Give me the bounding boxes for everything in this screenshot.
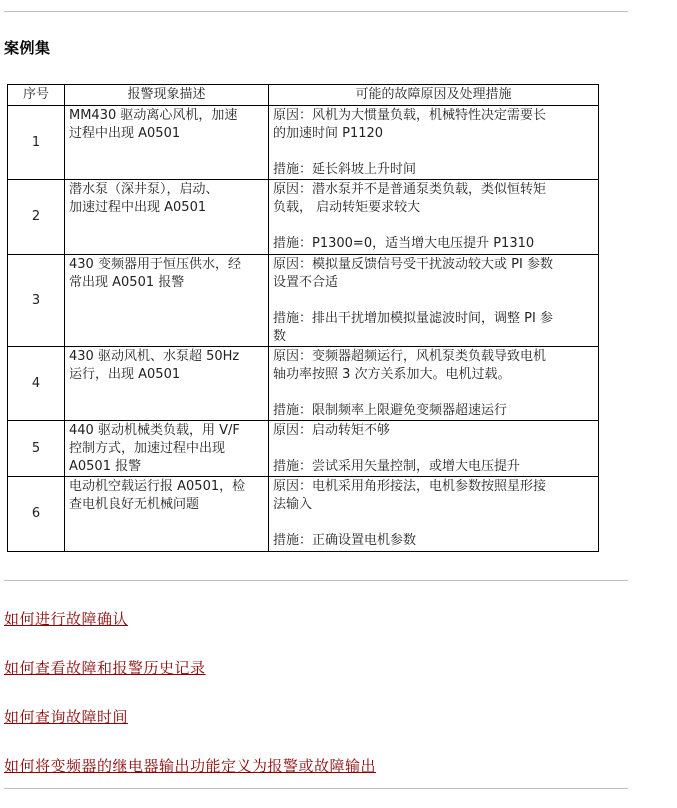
row-number: 3: [8, 255, 65, 347]
cause-line: 负载， 启动转矩要求较大: [273, 200, 421, 215]
symptom-line: 运行，出现 A0501: [69, 367, 181, 382]
top-divider: [4, 11, 628, 12]
symptom-line: 加速过程中出现 A0501: [69, 200, 207, 215]
row-number: 2: [8, 180, 65, 255]
measure-line: 措施：延长斜坡上升时间: [273, 162, 417, 177]
row-number: 6: [8, 477, 65, 552]
measure-line: 措施：尝试采用矢量控制，或增大电压提升: [273, 459, 521, 474]
link-fault-time[interactable]: 如何查询故障时间: [4, 708, 129, 726]
symptom-cell: [65, 180, 269, 255]
cause-line: 原因：潜水泵并不是普通泵类负载，类似恒转矩: [273, 182, 547, 197]
symptom-cell: [65, 106, 269, 180]
symptom-cell: [65, 255, 269, 347]
cause-line: 原因：风机为大惯量负载，机械特性决定需要长: [273, 108, 547, 123]
cause-line: 轴功率按照 3 次方关系加大。电机过载。: [273, 367, 511, 382]
cause-line: 设置不合适: [273, 275, 339, 290]
cause-line: 原因：变频器超频运行，风机泵类负载导致电机: [273, 349, 547, 364]
link-relay-output-config[interactable]: 如何将变频器的继电器输出功能定义为报警或故障输出: [4, 757, 377, 775]
cause-line: 法输入: [273, 497, 313, 512]
cause-cell: [269, 347, 599, 421]
measure-line: 措施：限制频率上限避免变频器超速运行: [273, 403, 508, 418]
symptom-cell: [65, 477, 269, 552]
symptom-cell: [65, 347, 269, 421]
cause-line: 原因：启动转矩不够: [273, 423, 391, 438]
cause-line: 原因：模拟量反馈信号受干扰波动较大或 PI 参数: [273, 257, 553, 272]
table-header-row: [8, 85, 599, 106]
table-row: [8, 421, 599, 477]
cause-cell: [269, 180, 599, 255]
symptom-line: 440 驱动机械类负载，用 V/F: [69, 423, 240, 438]
header-cause: 可能的故障原因及处理措施: [269, 85, 599, 106]
case-table: [7, 84, 599, 552]
measure-line: 数: [273, 329, 287, 344]
table-row: [8, 255, 599, 347]
header-symptom: 报警现象描述: [65, 85, 269, 106]
header-no: 序号: [8, 85, 65, 106]
table-row: [8, 180, 599, 255]
table-row: [8, 347, 599, 421]
symptom-line: 电动机空载运行报 A0501，检: [69, 479, 246, 494]
table-row: [8, 106, 599, 180]
symptom-line: 控制方式，加速过程中出现: [69, 441, 226, 456]
row-number: 4: [8, 347, 65, 421]
link-fault-alarm-history[interactable]: 如何查看故障和报警历史记录: [4, 659, 206, 677]
cause-line: 的加速时间 P1120: [273, 126, 384, 141]
table-row: [8, 477, 599, 552]
symptom-line: MM430 驱动离心风机，加速: [69, 108, 238, 123]
middle-divider: [4, 580, 628, 581]
measure-line: 措施：排出干扰增加模拟量滤波时间，调整 PI 参: [273, 311, 553, 326]
symptom-line: 常出现 A0501 报警: [69, 275, 185, 290]
cause-cell: [269, 255, 599, 347]
symptom-line: 过程中出现 A0501: [69, 126, 181, 141]
cause-cell: [269, 421, 599, 477]
symptom-line: 430 变频器用于恒压供水，经: [69, 257, 241, 272]
symptom-cell: [65, 421, 269, 477]
measure-line: 措施：正确设置电机参数: [273, 533, 417, 548]
link-fault-confirm[interactable]: 如何进行故障确认: [4, 610, 129, 628]
cause-line: 原因：电机采用角形接法，电机参数按照星形接: [273, 479, 547, 494]
bottom-divider: [4, 788, 628, 789]
row-number: 5: [8, 421, 65, 477]
symptom-line: 查电机良好无机械问题: [69, 497, 200, 512]
section-title: 案例集: [4, 39, 51, 57]
measure-line: 措施：P1300=0，适当增大电压提升 P1310: [273, 236, 535, 251]
symptom-line: 430 驱动风机、水泵超 50Hz: [69, 349, 240, 364]
cause-cell: [269, 477, 599, 552]
symptom-line: 潜水泵（深井泵），启动、: [69, 182, 219, 197]
symptom-line: A0501 报警: [69, 459, 142, 474]
row-number: 1: [8, 106, 65, 180]
cause-cell: [269, 106, 599, 180]
